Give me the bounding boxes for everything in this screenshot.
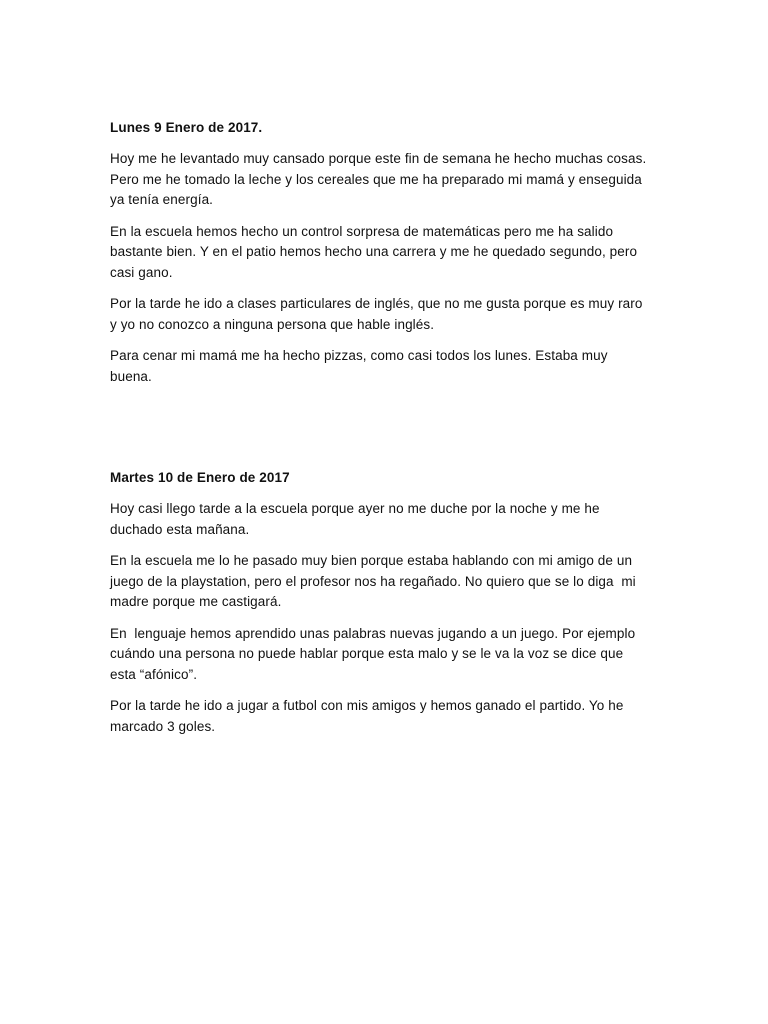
entry-paragraph: Hoy me he levantado muy cansado porque este fin de semana he hecho muchas cosas. Pero me he tomado la leche y los cereales que me ha preparado mi mamá y enseguida ya tenía energía. bbox=[110, 151, 647, 207]
entry-paragraph: En la escuela me lo he pasado muy bien porque estaba hablando con mi amigo de un juego de la playstation, pero el profesor nos ha regañado. No quiero que se lo diga mi madre porque me castigará. bbox=[110, 553, 636, 609]
entry-paragraph: En lenguaje hemos aprendido unas palabras nuevas jugando a un juego. Por ejemplo cuándo una persona no puede hablar porque esta malo y se le va la voz se dice que esta “afónico”. bbox=[110, 625, 636, 682]
entry-paragraph: Para cenar mi mamá me ha hecho pizzas, como casi todos los lunes. Estaba muy buena. bbox=[110, 348, 608, 384]
entry-paragraph: Por la tarde he ido a jugar a futbol con mis amigos y hemos ganado el partido. Yo he marcado 3 goles. bbox=[110, 698, 624, 734]
diary-entry-tuesday bbox=[110, 468, 670, 748]
entry-paragraph: En la escuela hemos hecho un control sorpresa de matemáticas pero me ha salido bastante bien. Y en el patio hemos hecho una carrera y me he quedado segundo, pero casi gano. bbox=[110, 223, 638, 280]
entry-paragraph: Hoy casi llego tarde a la escuela porque ayer no me duche por la noche y me he duchado esta mañana. bbox=[110, 501, 600, 537]
entry-paragraph: Por la tarde he ido a clases particulares de inglés, que no me gusta porque es muy raro y yo no conozco a ninguna persona que hable inglés. bbox=[110, 296, 643, 332]
entry-title: Martes 10 de Enero de 2017 bbox=[110, 470, 290, 485]
diary-entry-monday bbox=[110, 118, 670, 398]
entry-title: Lunes 9 Enero de 2017. bbox=[110, 120, 263, 135]
